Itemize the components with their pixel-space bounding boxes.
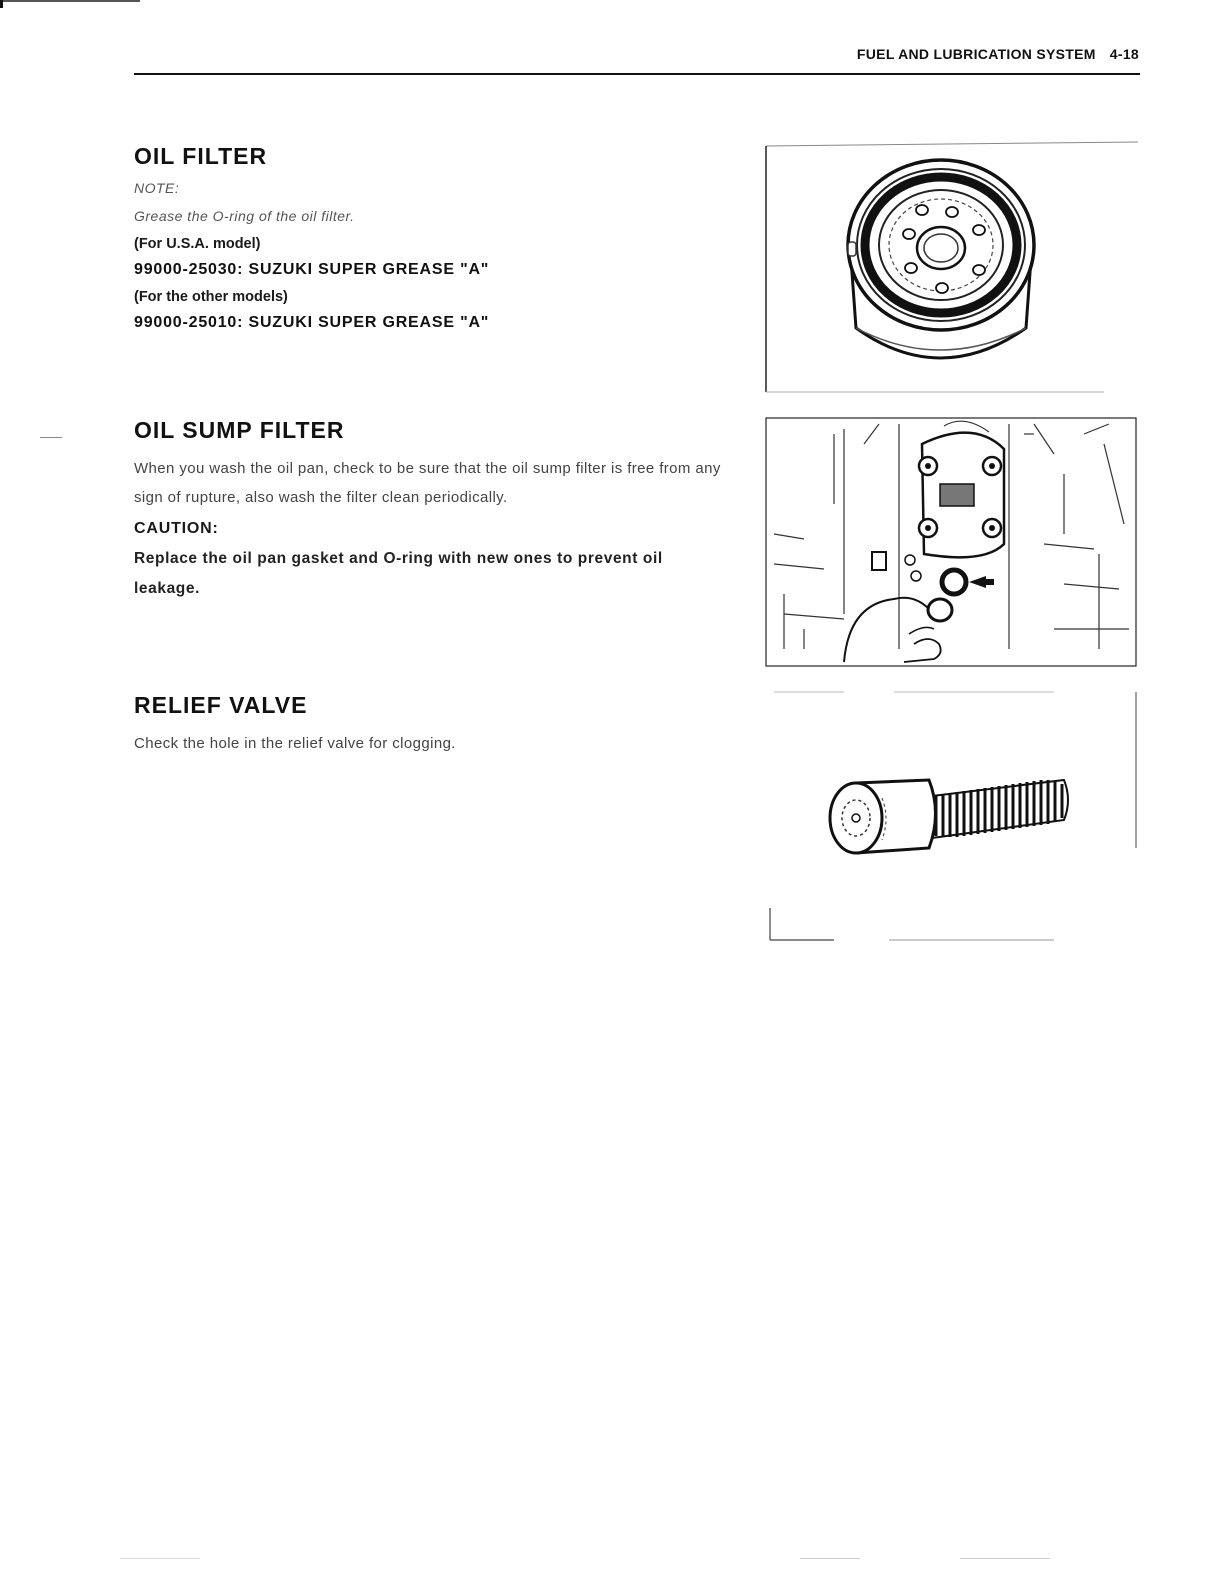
model-usa: (For U.S.A. model) bbox=[134, 236, 261, 252]
scan-edge-bottom-right-2 bbox=[960, 1558, 1050, 1559]
part-number-usa: 99000-25030: SUZUKI SUPER GREASE "A" bbox=[134, 261, 490, 278]
scan-edge-mark-vertical bbox=[0, 0, 3, 8]
note-label: NOTE: bbox=[134, 180, 180, 196]
scan-edge-bottom-left bbox=[120, 1558, 200, 1559]
oil-filter-title: OIL FILTER bbox=[134, 143, 268, 169]
scan-edge-bottom-right-1 bbox=[800, 1558, 860, 1559]
part-number-other: 99000-25010: SUZUKI SUPER GREASE "A" bbox=[134, 314, 490, 331]
margin-dash bbox=[40, 437, 62, 438]
model-other: (For the other models) bbox=[134, 289, 288, 305]
note-text: Grease the O-ring of the oil filter. bbox=[134, 208, 355, 224]
caution-text: Replace the oil pan gasket and O-ring with new ones to prevent oil leakage. bbox=[134, 550, 663, 597]
header-page-number: 4-18 bbox=[1109, 46, 1139, 62]
oil-sump-filter-title: OIL SUMP FILTER bbox=[134, 417, 345, 443]
caution-label: CAUTION: bbox=[134, 520, 219, 537]
oil-sump-filter-section bbox=[134, 417, 734, 604]
oil-sump-filter-body: When you wash the oil pan, check to be sure that the oil sump filter is free from any sign of rupture, also wash the filter clean periodically. bbox=[134, 460, 721, 506]
relief-valve-illustration bbox=[764, 688, 1140, 944]
oil-filter-illustration bbox=[764, 140, 1140, 394]
header-rule bbox=[134, 73, 1140, 75]
oil-filter-section bbox=[134, 143, 734, 342]
header-section-title: FUEL AND LUBRICATION SYSTEM bbox=[856, 46, 1096, 62]
oil-sump-filter-illustration bbox=[764, 414, 1140, 670]
relief-valve-section bbox=[134, 692, 734, 758]
running-header bbox=[857, 46, 1139, 62]
scan-edge-mark bbox=[0, 0, 140, 2]
relief-valve-title: RELIEF VALVE bbox=[134, 692, 308, 718]
relief-valve-body: Check the hole in the relief valve for clogging. bbox=[134, 735, 456, 752]
